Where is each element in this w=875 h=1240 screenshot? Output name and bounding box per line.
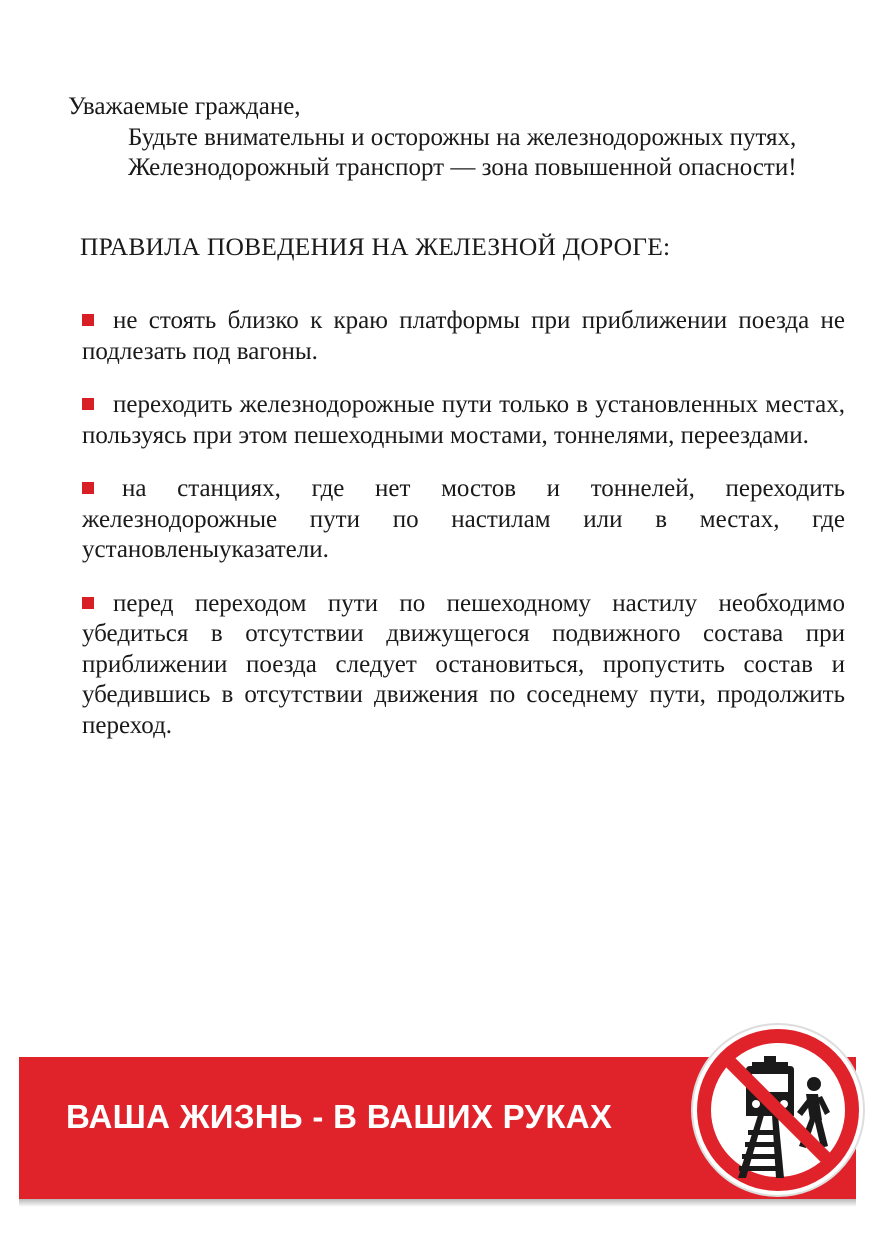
rule-item [68, 474, 845, 566]
rules-list [68, 306, 845, 741]
rule-text: не стоять близко к краю платформы при приближении поезда не подлезать под вагоны. [82, 307, 845, 365]
bullet-square-icon [82, 398, 94, 410]
rule-text: переходить железнодорожные пути только в установленных местах, пользуясь при этом пешеходными мостами, тоннелями, переездами. [82, 391, 845, 449]
greeting: Уважаемые граждане, [68, 93, 301, 120]
slogan-text: ВАША ЖИЗНЬ - В ВАШИХ РУКАХ [66, 1098, 613, 1135]
bullet-square-icon [82, 314, 94, 326]
rule-item [68, 306, 845, 367]
bullet-square-icon [82, 482, 94, 494]
rules-heading: ПРАВИЛА ПОВЕДЕНИЯ НА ЖЕЛЕЗНОЙ ДОРОГЕ: [80, 231, 671, 261]
notice-body [68, 92, 845, 764]
bullet-square-icon [82, 597, 94, 609]
rule-item [68, 589, 845, 742]
rule-text: на станциях, где нет мостов и тоннелей, переходить железнодорожные пути по настилам или в местах, где установленыуказатели. [82, 475, 845, 563]
intro-paragraph-2: Железнодорожный транспорт — зона повышенной опасности! [128, 154, 797, 181]
no-walking-on-railway-sign-icon [688, 1020, 868, 1200]
banner-shadow [19, 1199, 856, 1207]
intro-paragraph-1: Будьте внимательны и осторожны на железнодорожных путях, [128, 123, 797, 151]
rule-text: перед переходом пути по пешеходному настилу необходимо убедиться в отсутствии движущегося подвижного состава при приближении поезда следует остановиться, пропустить состав и убедившись в отсутствии движения по соседнему пути, продолжить переход. [82, 589, 845, 739]
rule-item [68, 390, 845, 451]
